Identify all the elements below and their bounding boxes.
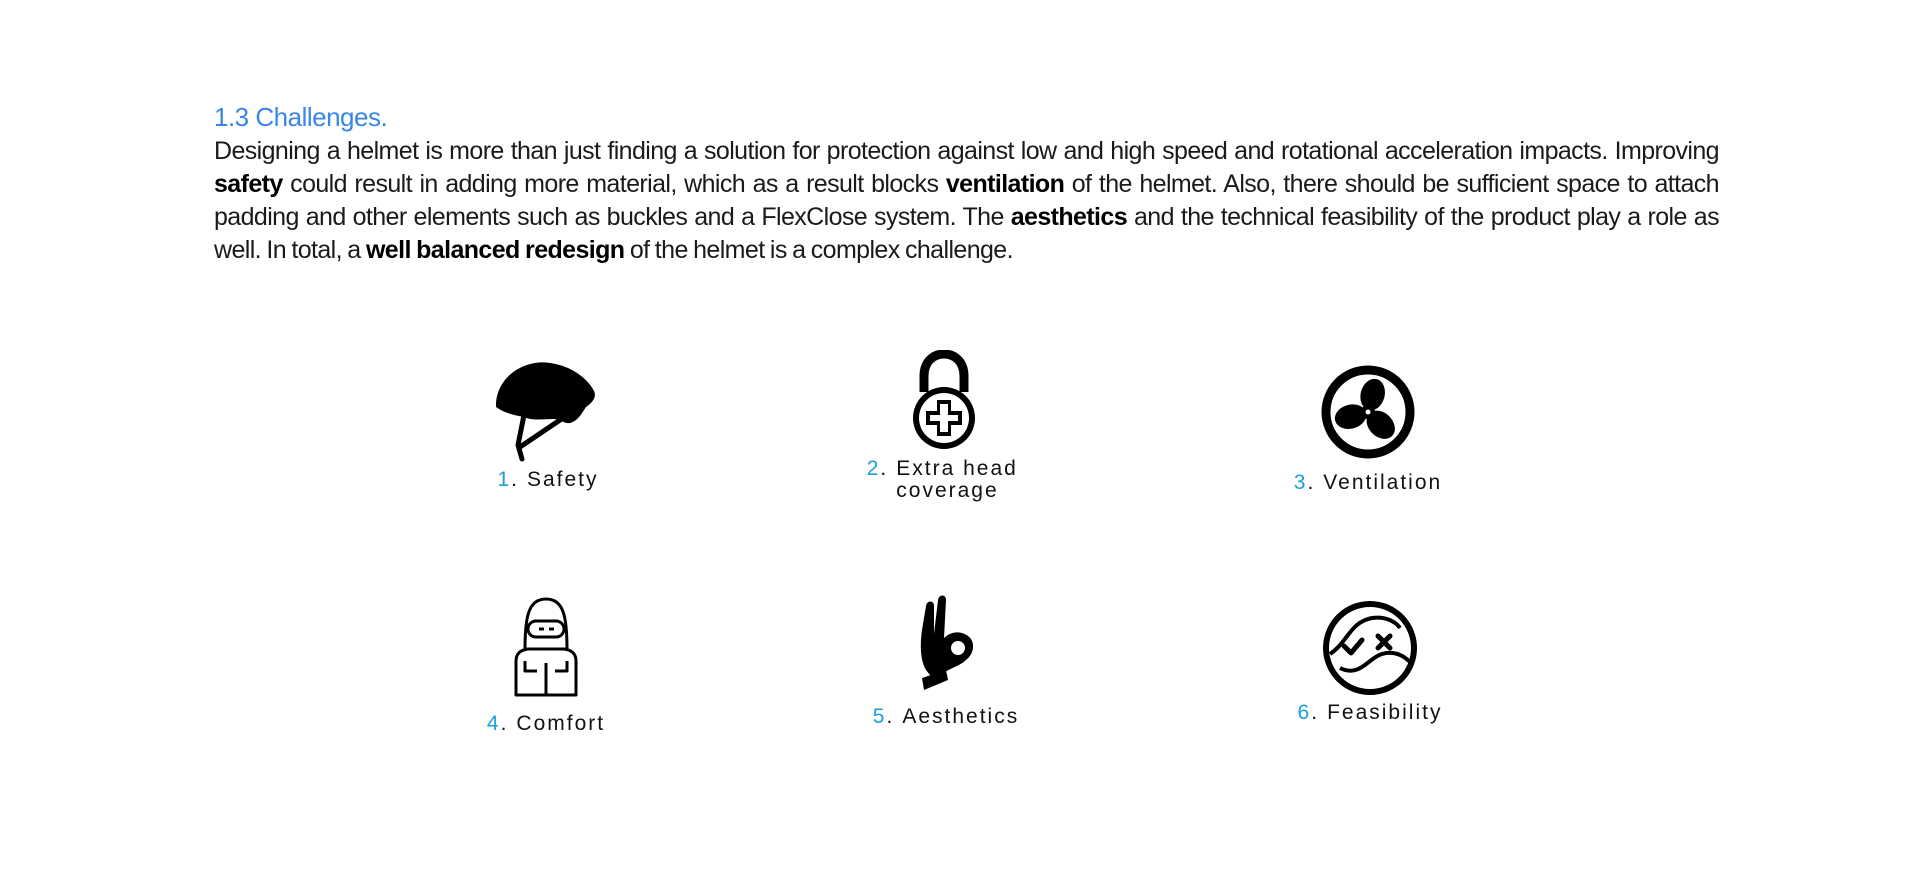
padlock-plus-icon: [904, 350, 984, 456]
challenge-label: Ventilation: [1323, 471, 1443, 494]
number-separator: .: [1311, 701, 1320, 724]
check-cross-circle-icon: [1320, 598, 1420, 698]
paragraph-text: and the technical feasibility of the product play a role as well. In total, a: [214, 203, 1719, 264]
challenge-caption: [1294, 472, 1442, 494]
ok-hand-icon: [906, 594, 986, 698]
emphasis-aesthetics: aesthetics: [1010, 203, 1128, 231]
challenge-label: Feasibility: [1327, 701, 1443, 724]
challenge-caption: [867, 458, 1022, 502]
challenge-caption: [1298, 702, 1443, 724]
challenge-feasibility: [1240, 598, 1500, 724]
challenge-aesthetics: [816, 594, 1076, 728]
challenge-number: 4: [486, 712, 501, 735]
fan-icon: [1318, 362, 1418, 462]
challenge-ventilation: [1238, 362, 1498, 494]
challenge-number: 2: [866, 457, 881, 480]
number-separator: .: [886, 705, 895, 728]
challenge-number: 1: [497, 468, 512, 491]
challenge-caption: [497, 469, 598, 491]
number-separator: .: [511, 468, 519, 491]
paragraph-text: of the helmet is a complex challenge.: [624, 236, 1013, 264]
challenge-label: Extra head coverage: [896, 457, 1018, 502]
number-separator: .: [880, 457, 889, 480]
paragraph-text: Designing a helmet is more than just finding a solution for protection against low and high speed and rotational acceleration impacts. Improving: [214, 137, 1719, 165]
challenge-number: 3: [1293, 471, 1308, 494]
challenge-safety: [418, 355, 678, 491]
section-title: 1.3 Challenges.: [214, 102, 388, 132]
emphasis-ventilation: ventilation: [945, 170, 1065, 198]
emphasis-safety: safety: [214, 170, 283, 198]
number-separator: .: [1307, 471, 1316, 494]
challenge-label: Safety: [526, 468, 599, 491]
emphasis-redesign: well balanced redesign: [365, 236, 625, 264]
challenges-paragraph: [214, 135, 1719, 267]
challenge-number: 6: [1297, 701, 1312, 724]
challenge-extra-head-coverage: [814, 350, 1074, 502]
helmet-icon: [488, 355, 608, 465]
challenge-caption: [487, 713, 605, 735]
paragraph-text: of the helmet. Also, there should be sufficient space to attach padding and other elements such as buckles and a FlexClose system. The: [214, 170, 1719, 231]
person-balaclava-icon: [511, 595, 581, 697]
number-separator: .: [500, 712, 509, 735]
paragraph-text: could result in adding more material, which as a result blocks: [282, 170, 946, 198]
challenge-comfort: [416, 595, 676, 735]
challenge-caption: [873, 706, 1019, 728]
challenge-label: Comfort: [516, 712, 606, 735]
challenge-number: 5: [872, 705, 887, 728]
challenge-label: Aesthetics: [902, 705, 1020, 728]
